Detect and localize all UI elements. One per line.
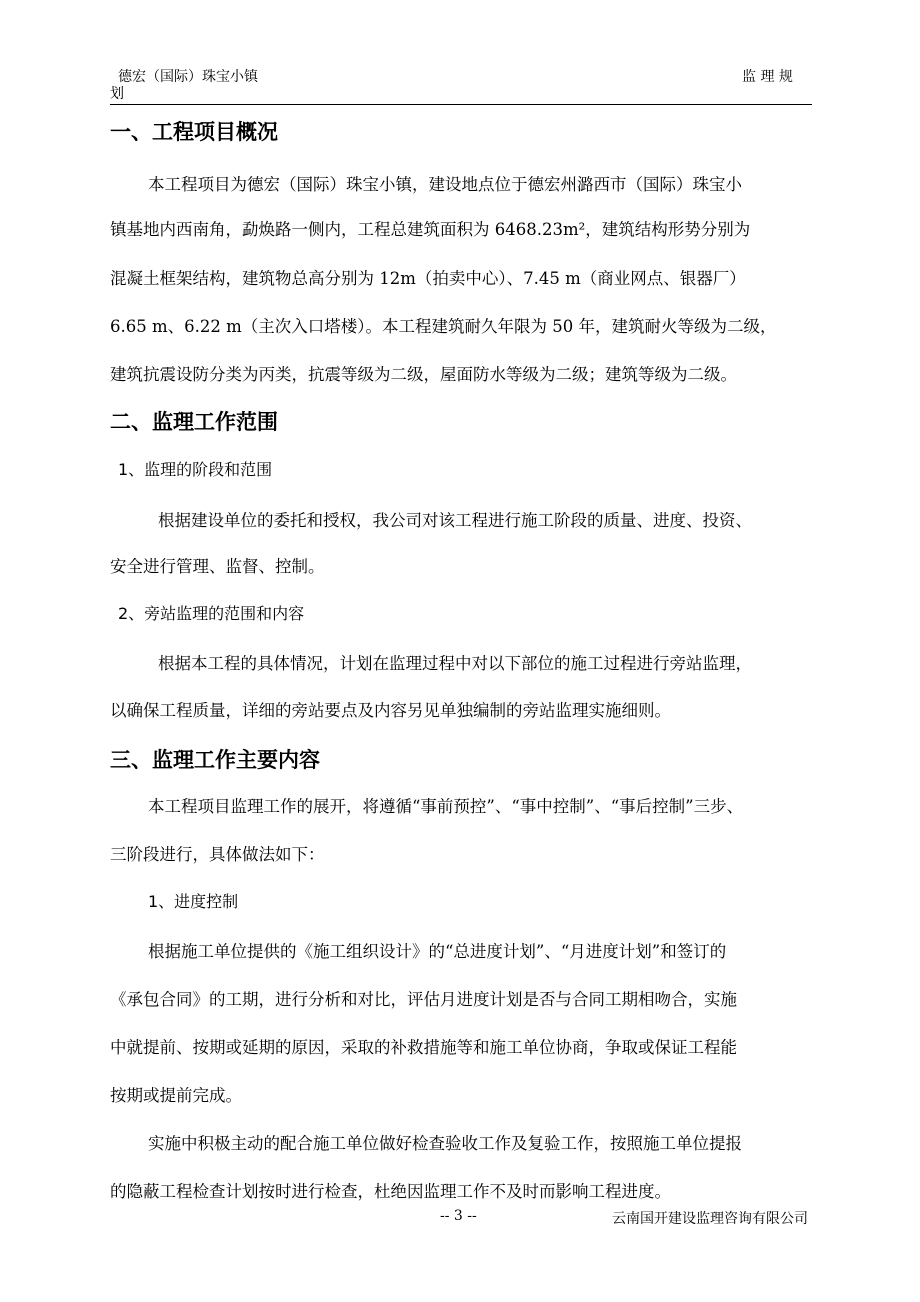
header-left-continuation: 划 <box>110 86 124 102</box>
s2-sub1-line-1: 根据建设单位的委托和授权，我公司对该工程进行施工阶段的质量、进度、投资、 <box>158 511 752 530</box>
s1-line-2: 镇基地内西南角，勐焕路一侧内，工程总建筑面积为 6468.23m²，建筑结构形势分别为 <box>110 220 751 239</box>
s2-sub2-line-1: 根据本工程的具体情况，计划在监理过程中对以下部位的施工过程进行旁站监理， <box>158 654 752 673</box>
header-right-title: 监 理 规 <box>742 69 793 85</box>
footer-company: 云南国开建设监理咨询有限公司 <box>612 1211 808 1227</box>
s1-line-4: 6.65 m、6.22 m（主次入口塔楼）。本工程建筑耐久年限为 50 年，建筑耐火等级为二级， <box>110 317 777 336</box>
s2-subheading-1: 1、监理的阶段和范围 <box>118 460 273 479</box>
s3-para2-line-2: 的隐蔽工程检查计划按时进行检查，杜绝因监理工作不及时而影响工程进度。 <box>110 1182 671 1201</box>
section-2-title: 二、监理工作范围 <box>110 410 278 434</box>
section-1-title: 一、工程项目概况 <box>110 120 278 144</box>
page-number: -- 3 -- <box>440 1208 477 1224</box>
s1-line-5: 建筑抗震设防分类为丙类，抗震等级为二级，屋面防水等级为二级；建筑等级为二级。 <box>110 365 737 384</box>
s3-para2-line-1: 实施中积极主动的配合施工单位做好检查验收工作及复验工作，按照施工单位提报 <box>148 1134 742 1153</box>
header-rule <box>110 104 812 105</box>
header-left-title: 德宏（国际）珠宝小镇 <box>118 69 258 85</box>
s3-para1-line-2: 《承包合同》的工期，进行分析和对比，评估月进度计划是否与合同工期相吻合，实施 <box>110 990 737 1009</box>
s2-sub1-line-2: 安全进行管理、监督、控制。 <box>110 557 325 576</box>
s2-subheading-2: 2、旁站监理的范围和内容 <box>118 604 305 623</box>
s3-para1-line-1: 根据施工单位提供的《施工组织设计》的“总进度计划”、“月进度计划”和签订的 <box>148 942 727 961</box>
s1-line-1: 本工程项目为德宏（国际）珠宝小镇，建设地点位于德宏州潞西市（国际）珠宝小 <box>148 175 742 194</box>
s1-line-3: 混凝土框架结构，建筑物总高分别为 12m（拍卖中心）、7.45 m（商业网点、银器厂） <box>110 269 746 288</box>
s3-intro-line-2: 三阶段进行，具体做法如下： <box>110 845 325 864</box>
s3-para1-line-3: 中就提前、按期或延期的原因，采取的补救措施等和施工单位协商，争取或保证工程能 <box>110 1038 737 1057</box>
s2-sub2-line-2: 以确保工程质量，详细的旁站要点及内容另见单独编制的旁站监理实施细则。 <box>110 701 671 720</box>
s3-subheading-1: 1、进度控制 <box>148 892 239 911</box>
section-3-title: 三、监理工作主要内容 <box>110 748 320 772</box>
s3-intro-line-1: 本工程项目监理工作的展开，将遵循“事前预控”、“事中控制”、“事后控制”三步、 <box>148 797 744 816</box>
s3-para1-line-4: 按期或提前完成。 <box>110 1086 242 1105</box>
